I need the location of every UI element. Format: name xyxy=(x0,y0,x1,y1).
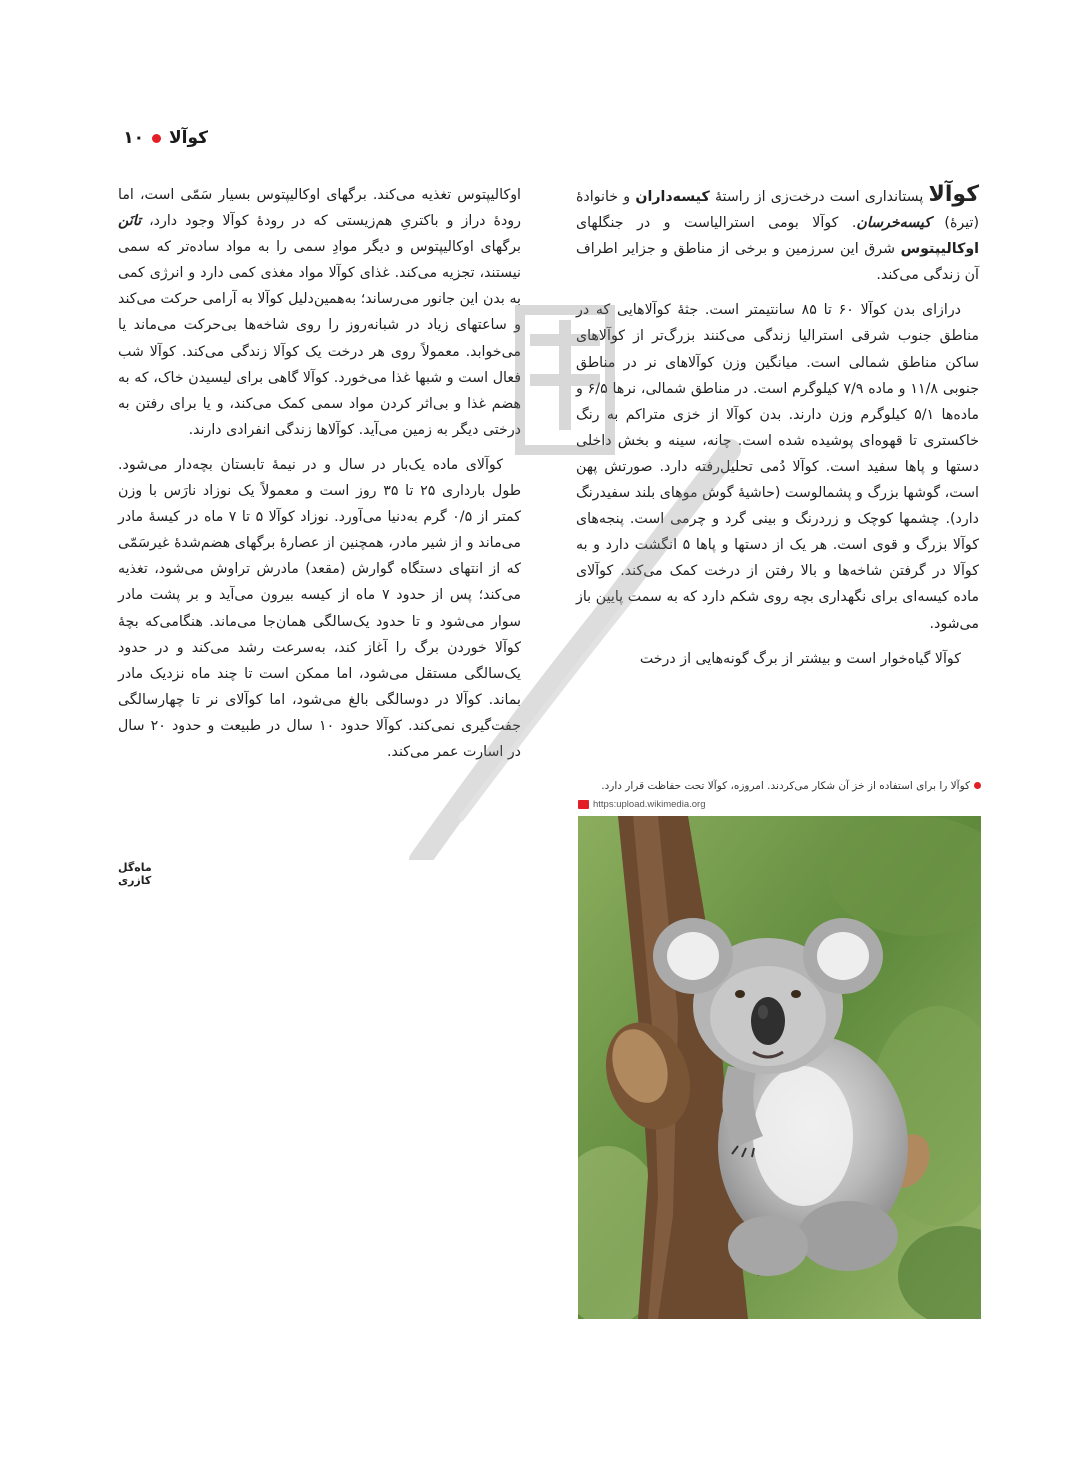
bold-term: اوکالیپتوس xyxy=(900,241,979,258)
section-title: کوآلا xyxy=(168,128,208,148)
image-source xyxy=(578,797,738,811)
koala-illustration xyxy=(578,816,981,1319)
article-paragraph-2: درازای بدن کوآلا ۶۰ تا ۸۵ سانتیمتر است. جثهٔ کوآلاهایی که در مناطق جنوب شرقی استرالیا زندگی می‌کنند بزرگ‌تر از کوآلاهای ساکن مناطق شمالی است. میانگین وزن کوآلاهای نر در مناطق جنوبی ۱۱/۸ و ماده ۷/۹ کیلوگرم است. در مناطق شمالی، نرها ۶/۵ و ماده‌ها ۵/۱ کیلوگرم وزن دارند. بدن کوآلا از خزی متراکم به رنگ خاکستری تا قهوه‌ای پوشیده شده است. چانه، سینه و بخش داخلی دستها و پاها سفید است. کوآلا دُمی تحلیل‌رفته دارد. صورتش پهن است، گوشها بزرگ و پشمالوست (حاشیهٔ گوش موهای بلند سفیدرنگ دارد). چشمها کوچک و زردرنگ و بینی گرد و چرمی است. پنجه‌های کوآلا بزرگ و قوی است. هر یک از دستها و پاها ۵ انگشت دارد و به کوآلا در گرفتن شاخه‌ها و بالا رفتن از درخت کمک می‌کند. کوآلای ماده کیسه‌ای برای نگهداری بچه روی شکم دارد که به سمت پایین باز می‌شود. xyxy=(576,302,980,632)
article-column-left xyxy=(118,182,521,774)
text-run: و خانوادهٔ (تیرهٔ) xyxy=(576,189,979,232)
text-run: . کوآلا بومی استرالیاست و در جنگلهای xyxy=(576,215,857,232)
rich-text xyxy=(576,189,979,283)
italic-term: تانَن xyxy=(118,213,142,230)
figure-caption xyxy=(578,778,981,794)
page-header xyxy=(118,124,208,152)
camera-icon xyxy=(578,800,589,809)
text-run: پستانداری است درخت‌زی از راستهٔ xyxy=(709,189,929,205)
article-paragraph-4 xyxy=(118,182,521,443)
text-run: برگهای اوکالیپتوس و دیگر موادِ سمی را به مواد ساده‌تر که سمی نیستند، تجزیه می‌کند. غذای کوآلا مواد مغذی کمی دارد و انرژی کمی به بدن این جانور می‌رساند؛ به‌همین‌دلیل کوآلا به آرامی حرکت می‌کند و ساعتهای زیاد در شبانه‌روز را روی شاخه‌ها بی‌حرکت می‌ماند یا می‌خوابد. معمولاً روی هر درخت یک کوآلا زندگی می‌کند. کوآلا شب فعال است و شبها غذا می‌خورد. کوآلا گاهی برای لیسیدن خاک، که به هضم غذا و بی‌اثر کردن مواد سمی کمک می‌کند، و یا برای رفتن به درختی دیگر به زمین می‌آید. کوآلاها زندگی انفرادی دارند. xyxy=(118,239,521,438)
image-source-url: https:upload.wikimedia.org xyxy=(593,798,706,810)
article-paragraph-1 xyxy=(576,182,979,288)
article-paragraph-3: کوآلا گیاه‌خوار است و بیشتر از برگ گونه‌هایی از درخت xyxy=(639,650,961,667)
text-run: اوکالیپتوس تغذیه می‌کند. برگهای اوکالیپتوس بسیار سَمّی است، اما رودهٔ دراز و باکتریِ هم‌زیستی که در رودهٔ کوآلا وجود دارد، xyxy=(118,187,521,230)
header-dot-icon xyxy=(152,134,161,143)
article-column-right xyxy=(576,182,979,681)
bold-term: کیسه‌داران xyxy=(635,189,710,205)
caption-bullet-icon xyxy=(974,782,981,789)
caption-text: کوآلا را برای استفاده از خز آن شکار می‌کردند. امروزه، کوآلا تحت حفاظت قرار دارد. xyxy=(601,780,970,792)
lead-word: کوآلا xyxy=(928,182,980,207)
author-name: ماه‌گل کازری xyxy=(118,861,152,887)
page-number: ۱۰ xyxy=(123,128,144,148)
italic-term: کیسه‌خرسان xyxy=(856,215,931,232)
article-paragraph-5: کوآلای ماده یک‌بار در سال و در نیمهٔ تابستان بچه‌دار می‌شود. طول بارداری ۲۵ تا ۳۵ روز است و معمولاً یک نوزاد نارَس با وزن کمتر از ۰/۵ گرم به‌دنیا می‌آورد. نوزاد کوآلا ۵ تا ۷ ماه در کیسهٔ مادر می‌ماند و از شیر مادر، همچنین از عصارهٔ برگهای هضم‌شدهٔ غیرسَمّی که از انتهای دستگاه گوارش (مقعد) مادرش تراوش می‌شود، تغذیه می‌کند؛ پس از حدود ۷ ماه از کیسه بیرون می‌آید و بر پشت مادر سوار می‌شود و تا حدود یک‌سالگی همان‌جا می‌ماند. هنگامی‌که بچهٔ کوآلا خوردن برگ را آغاز کند، به‌سرعت رشد می‌کند و در حدود یک‌سالگی مستقل می‌شود، اما ممکن است تا چند ماه نزدیک مادر بماند. کوآلا در دوسالگی بالغ می‌شود، اما کوآلای نر تا چهارسالگی جفت‌گیری نمی‌کند. کوآلا حدود ۱۰ سال در طبیعت و حدود ۲۰ سال در اسارت عمر می‌کند. xyxy=(118,456,521,760)
koala-photo xyxy=(578,816,981,1319)
rich-text xyxy=(118,187,521,438)
text-run: شرق این سرزمین و برخی از مناطق و جزایر اطراف آن زندگی می‌کند. xyxy=(576,241,979,284)
